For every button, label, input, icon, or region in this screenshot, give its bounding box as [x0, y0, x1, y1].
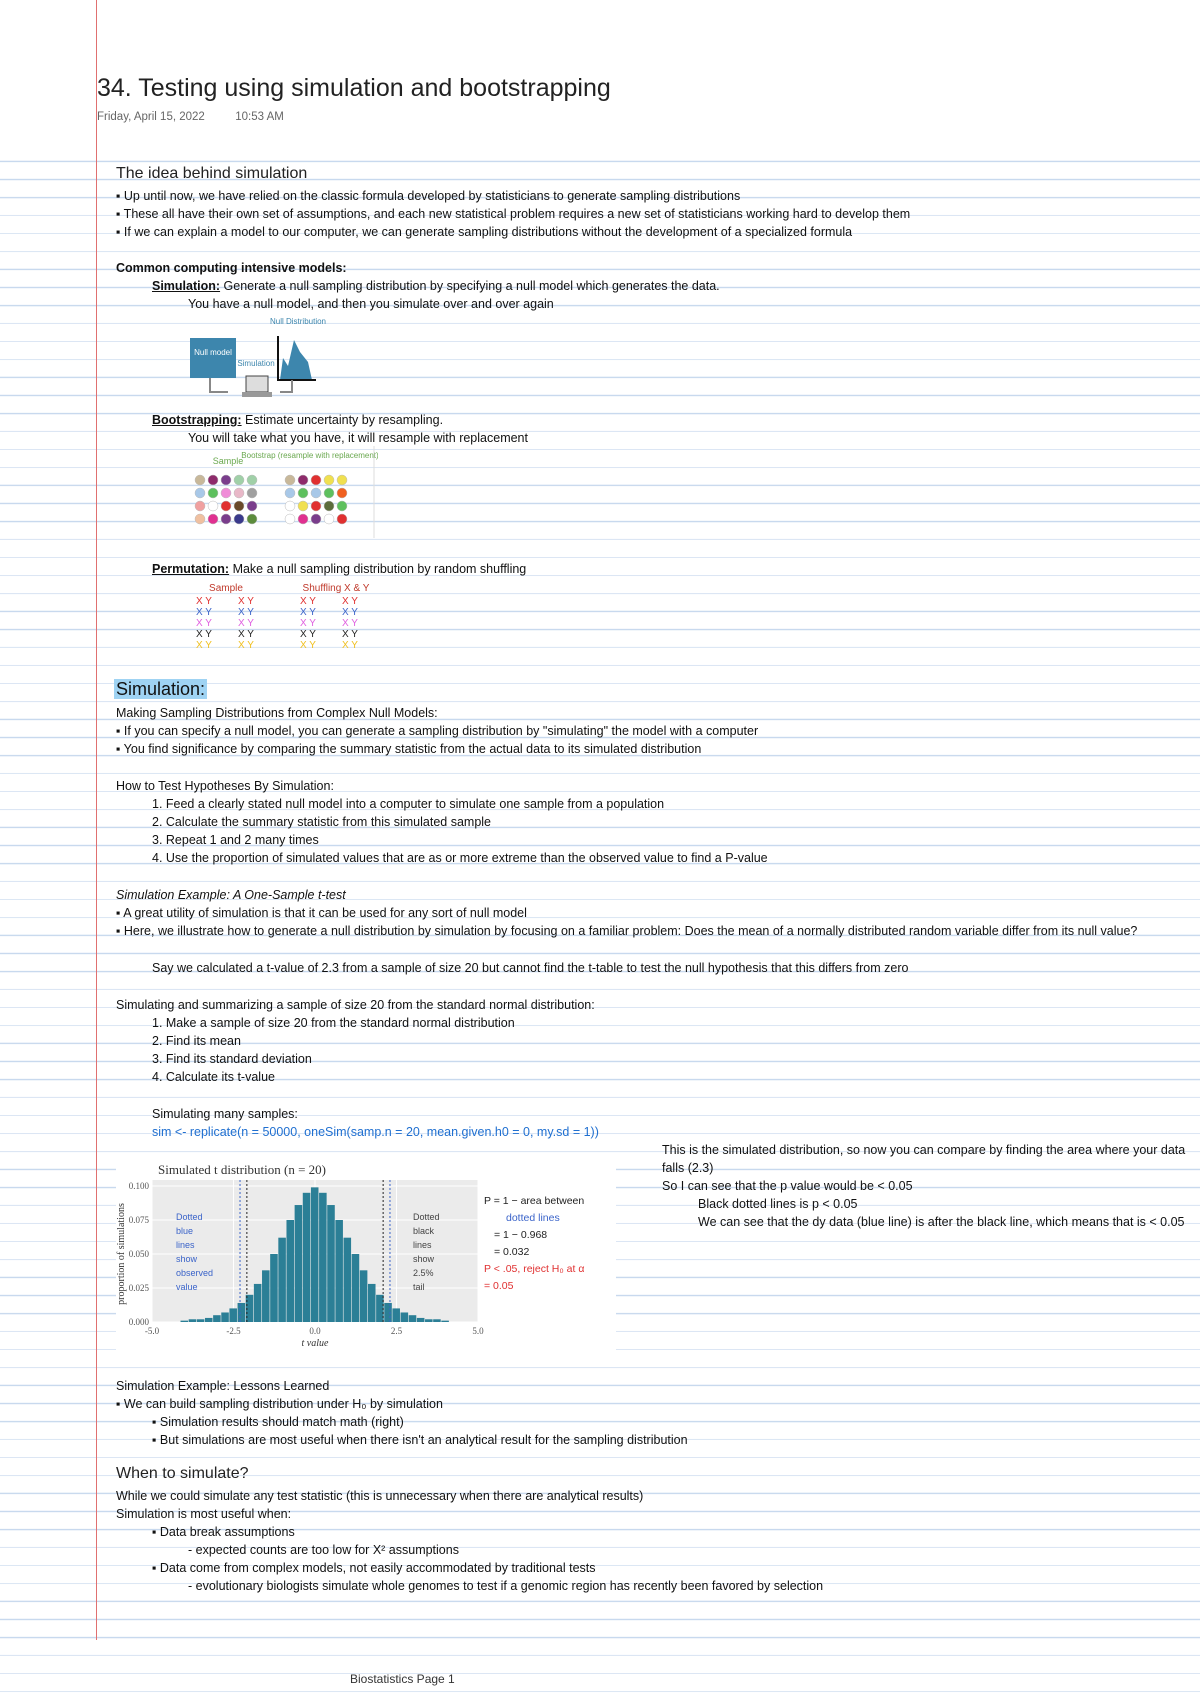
- x-tick-label: 0.0: [309, 1326, 321, 1336]
- idea-bullet: ▪ If we can explain a model to our computer, we can generate sampling distributions without the development of a specialized formula: [116, 225, 853, 239]
- simulation-sub: You have a null model, and then you simulate over and over again: [188, 297, 554, 311]
- bootstrap-dot: [298, 488, 308, 498]
- lessons-bullet: ▪ But simulations are most useful when there isn't an analytical result for the sampling distribution: [152, 1433, 688, 1447]
- sample-label: Sample: [212, 456, 244, 466]
- perm-pair: X Y: [196, 629, 212, 640]
- simulation-fig-label: Simulation: [237, 359, 275, 368]
- histogram-bar: [433, 1319, 441, 1322]
- sim-sub1: Making Sampling Distributions from Complex Null Models:: [116, 706, 438, 720]
- t-distribution-chart: [116, 1158, 616, 1358]
- lessons-bullet: ▪ We can build sampling distribution under H₀ by simulation: [116, 1397, 443, 1411]
- x-tick-label: 2.5: [390, 1326, 403, 1336]
- sample-dot: [247, 514, 257, 524]
- perm-sample-label: Sample: [209, 583, 243, 594]
- histogram-bar: [360, 1270, 368, 1322]
- bootstrap-dot: [311, 514, 321, 524]
- histogram-bar: [221, 1312, 229, 1322]
- sample-dot: [221, 514, 231, 524]
- annotation-left: lines: [176, 1240, 195, 1250]
- permutation-text: Make a null sampling distribution by random shuffling: [229, 562, 527, 576]
- chart-note: So I can see that the p value would be < 0.05: [662, 1179, 913, 1193]
- sample-dot: [221, 501, 231, 511]
- perm-pair: X Y: [300, 618, 316, 629]
- p-value-annotation: = 0.032: [494, 1246, 530, 1258]
- histogram-bar: [270, 1254, 278, 1322]
- p-value-annotation: dotted lines: [506, 1212, 560, 1224]
- perm-pair: X Y: [238, 629, 254, 640]
- lessons-title: Simulation Example: Lessons Learned: [116, 1379, 330, 1393]
- histogram-bar: [181, 1321, 189, 1322]
- sim-bullet: ▪ You find significance by comparing the summary statistic from the actual data to its simulated distribution: [116, 742, 702, 756]
- histogram-bar: [401, 1312, 409, 1322]
- histogram-bar: [392, 1308, 400, 1322]
- simulation-text: Generate a null sampling distribution by specifying a null model which generates the data.: [220, 279, 720, 293]
- example-say: Say we calculated a t-value of 2.3 from a sample of size 20 but cannot find the t-table to test the null hypothesis that this differs from zero: [152, 961, 909, 975]
- y-axis-label: proportion of simulations: [116, 1203, 127, 1305]
- p-value-annotation: = 0.05: [484, 1280, 514, 1292]
- perm-pair: X Y: [196, 618, 212, 629]
- histogram-bar: [238, 1303, 246, 1322]
- bootstrap-dot: [337, 514, 347, 524]
- bootstrap-dot: [285, 501, 295, 511]
- histogram-bar: [417, 1318, 425, 1322]
- sample-dot: [234, 475, 244, 485]
- bootstrap-dot: [337, 488, 347, 498]
- perm-pair: X Y: [238, 596, 254, 607]
- lessons-bullet: ▪ Simulation results should match math (right): [152, 1415, 404, 1429]
- x-tick-label: -5.0: [144, 1326, 160, 1336]
- sample-dot: [221, 488, 231, 498]
- sample-dot: [195, 501, 205, 511]
- histogram-bar: [441, 1321, 449, 1322]
- annotation-left: Dotted: [176, 1212, 203, 1222]
- histogram-bar: [368, 1284, 376, 1322]
- bootstrap-dot: [324, 488, 334, 498]
- annotation-right: Dotted: [413, 1212, 440, 1222]
- page-date: Friday, April 15, 2022: [97, 111, 205, 123]
- when-heading: When to simulate?: [116, 1465, 249, 1482]
- sim-many: Simulating many samples:: [152, 1107, 298, 1121]
- perm-pair: X Y: [238, 618, 254, 629]
- sim-step2: 2. Find its mean: [152, 1034, 241, 1048]
- idea-bullet: ▪ Up until now, we have relied on the classic formula developed by statisticians to generate sampling distributions: [116, 189, 741, 203]
- models-heading: Common computing intensive models:: [116, 261, 347, 275]
- y-tick-label: 0.075: [128, 1215, 149, 1225]
- annotation-right: tail: [413, 1282, 425, 1292]
- sim-sub3: Simulating and summarizing a sample of size 20 from the standard normal distribution:: [116, 998, 595, 1012]
- sample-dot: [195, 488, 205, 498]
- when-line: Simulation is most useful when:: [116, 1507, 292, 1521]
- sim-step2: 1. Make a sample of size 20 from the standard normal distribution: [152, 1016, 515, 1030]
- permutation-diagram: [188, 580, 388, 656]
- sample-dot: [234, 488, 244, 498]
- date-line: [97, 111, 284, 123]
- bootstrap-dot: [298, 475, 308, 485]
- sim-step2: 3. Find its standard deviation: [152, 1052, 312, 1066]
- histogram-bar: [376, 1295, 384, 1322]
- sim-step: 4. Use the proportion of simulated values that are as or more extreme than the observed value to find a P-value: [152, 851, 768, 865]
- x-axis-label: t value: [301, 1338, 329, 1349]
- histogram-bar: [303, 1193, 311, 1322]
- annotation-right: black: [413, 1226, 435, 1236]
- bootstrap-dot: [324, 501, 334, 511]
- sim-step: 3. Repeat 1 and 2 many times: [152, 833, 319, 847]
- when-line: ▪ Data break assumptions: [152, 1525, 295, 1539]
- perm-pair: X Y: [238, 640, 254, 651]
- perm-pair: X Y: [300, 640, 316, 651]
- annotation-right: 2.5%: [413, 1268, 434, 1278]
- sample-dot: [247, 488, 257, 498]
- perm-pair: X Y: [342, 629, 358, 640]
- null-dist-label: Null Distribution: [269, 318, 327, 326]
- when-line: While we could simulate any test statistic (this is unnecessary when there are analytical results): [116, 1489, 644, 1503]
- example-bullet: ▪ Here, we illustrate how to generate a null distribution by simulation by focusing on a familiar problem: Does the mean of a normally distributed random variable differ from its null value?: [116, 924, 1138, 938]
- histogram-bar: [197, 1319, 205, 1322]
- sim-bullet: ▪ If you can specify a null model, you can generate a sampling distribution by "simulating" the model with a computer: [116, 724, 759, 738]
- histogram-bar: [409, 1315, 417, 1322]
- p-value-annotation: P = 1 − area between: [484, 1195, 585, 1207]
- bootstrap-dot: [324, 475, 334, 485]
- example-title: Simulation Example: A One-Sample t-test: [116, 888, 346, 902]
- idea-heading: The idea behind simulation: [116, 165, 308, 182]
- annotation-right: show: [413, 1254, 435, 1264]
- histogram-bar: [311, 1187, 319, 1322]
- y-tick-label: 0.000: [128, 1317, 149, 1327]
- histogram-bar: [295, 1205, 303, 1322]
- when-line: - evolutionary biologists simulate whole genomes to test if a genomic region has recently been favored by selection: [188, 1579, 824, 1593]
- sim-step2: 4. Calculate its t-value: [152, 1070, 275, 1084]
- perm-pair: X Y: [196, 607, 212, 618]
- perm-pair: X Y: [196, 596, 212, 607]
- perm-pair: X Y: [342, 596, 358, 607]
- perm-pair: X Y: [300, 629, 316, 640]
- histogram-bar: [327, 1205, 335, 1322]
- bootstrap-dot: [324, 514, 334, 524]
- perm-pair: X Y: [300, 596, 316, 607]
- histogram-bar: [425, 1319, 433, 1322]
- bootstrap-dot: [311, 501, 321, 511]
- histogram-bar: [384, 1303, 392, 1322]
- sample-dot: [247, 475, 257, 485]
- annotation-left: observed: [176, 1268, 214, 1278]
- histogram-bar: [213, 1315, 221, 1322]
- sim-step: 1. Feed a clearly stated null model into a computer to simulate one sample from a population: [152, 797, 665, 811]
- chart-note: Black dotted lines is p < 0.05: [698, 1197, 858, 1211]
- bootstrap-diagram: [188, 446, 378, 538]
- sample-dot: [208, 501, 218, 511]
- margin-line: [96, 0, 97, 1640]
- permutation-def: [152, 560, 526, 578]
- perm-pair: X Y: [342, 618, 358, 629]
- when-line: ▪ Data come from complex models, not easily accommodated by traditional tests: [152, 1561, 596, 1575]
- simulation-diagram: [188, 318, 338, 402]
- sample-dot: [234, 501, 244, 511]
- bootstrap-dot: [298, 514, 308, 524]
- bootstrap-dot: [337, 501, 347, 511]
- histogram-bar: [262, 1270, 270, 1322]
- sample-dot: [195, 514, 205, 524]
- sample-dot: [247, 501, 257, 511]
- bootstrap-dot: [337, 475, 347, 485]
- simulation-def: [152, 277, 720, 295]
- sample-dot: [195, 475, 205, 485]
- y-tick-label: 0.050: [128, 1249, 149, 1259]
- bootstrap-def: [152, 411, 443, 429]
- histogram-bar: [319, 1193, 327, 1322]
- p-value-annotation: = 1 − 0.968: [494, 1229, 548, 1241]
- p-value-annotation: P < .05, reject H₀ at α: [484, 1263, 585, 1275]
- simulation-heading-text: Simulation:: [116, 679, 206, 699]
- bootstrap-dot: [298, 501, 308, 511]
- bootstrap-fig-label: Bootstrap (resample with replacement): [241, 451, 378, 460]
- bootstrap-text: Estimate uncertainty by resampling.: [241, 413, 444, 427]
- bootstrap-dot: [285, 514, 295, 524]
- bootstrap-label: Bootstrapping:: [152, 413, 242, 427]
- bootstrap-sub: You will take what you have, it will resample with replacement: [188, 431, 528, 445]
- perm-pair: X Y: [238, 607, 254, 618]
- chart-note: This is the simulated distribution, so now you can compare by finding the area where your data falls (2.3): [662, 1143, 1186, 1175]
- perm-pair: X Y: [342, 607, 358, 618]
- y-tick-label: 0.100: [128, 1181, 149, 1191]
- sample-dot: [221, 475, 231, 485]
- sample-dot: [234, 514, 244, 524]
- simulation-label: Simulation:: [152, 279, 221, 293]
- bootstrap-dot: [311, 488, 321, 498]
- sim-sub2: How to Test Hypotheses By Simulation:: [116, 779, 334, 793]
- sample-dot: [208, 488, 218, 498]
- page-time: 10:53 AM: [235, 111, 284, 123]
- sim-step: 2. Calculate the summary statistic from this simulated sample: [152, 815, 492, 829]
- perm-shuffle-label: Shuffling X & Y: [302, 583, 370, 594]
- histogram-bar: [205, 1318, 213, 1322]
- example-bullet: ▪ A great utility of simulation is that it can be used for any sort of null model: [116, 906, 527, 920]
- annotation-left: blue: [176, 1226, 194, 1236]
- chart-note: We can see that the dy data (blue line) is after the black line, which means that is < 0.05: [698, 1215, 1185, 1229]
- page-title: 34. Testing using simulation and bootstrapping: [97, 74, 611, 102]
- histogram-bar: [229, 1308, 237, 1322]
- page-footer: Biostatistics Page 1: [350, 1672, 455, 1686]
- histogram-bar: [335, 1220, 343, 1322]
- bootstrap-dot: [311, 475, 321, 485]
- perm-pair: X Y: [300, 607, 316, 618]
- bootstrap-dot: [285, 488, 295, 498]
- histogram-bar: [286, 1220, 294, 1322]
- annotation-left: show: [176, 1254, 198, 1264]
- sample-dot: [208, 514, 218, 524]
- annotation-left: value: [176, 1282, 198, 1292]
- perm-pair: X Y: [342, 640, 358, 651]
- histogram-bar: [189, 1319, 197, 1322]
- sim-code: sim <- replicate(n = 50000, oneSim(samp.n = 20, mean.given.h0 = 0, my.sd = 1)): [152, 1125, 599, 1139]
- perm-pair: X Y: [196, 640, 212, 651]
- histogram-bar: [278, 1238, 286, 1322]
- permutation-label: Permutation:: [152, 562, 230, 576]
- sample-dot: [208, 475, 218, 485]
- bootstrap-dot: [285, 475, 295, 485]
- histogram-bar: [344, 1238, 352, 1322]
- annotation-right: lines: [413, 1240, 432, 1250]
- when-line: - expected counts are too low for X² assumptions: [188, 1543, 459, 1557]
- y-tick-label: 0.025: [128, 1283, 149, 1293]
- x-tick-label: 5.0: [472, 1326, 484, 1336]
- null-model-label: Null model: [194, 348, 232, 357]
- simulation-heading: [114, 679, 207, 700]
- x-tick-label: -2.5: [226, 1326, 241, 1336]
- chart-title: Simulated t distribution (n = 20): [158, 1162, 327, 1177]
- histogram-bar: [352, 1254, 360, 1322]
- idea-bullet: ▪ These all have their own set of assumptions, and each new statistical problem requires a new set of statisticians working hard to develop them: [116, 207, 911, 221]
- histogram-bar: [254, 1284, 262, 1322]
